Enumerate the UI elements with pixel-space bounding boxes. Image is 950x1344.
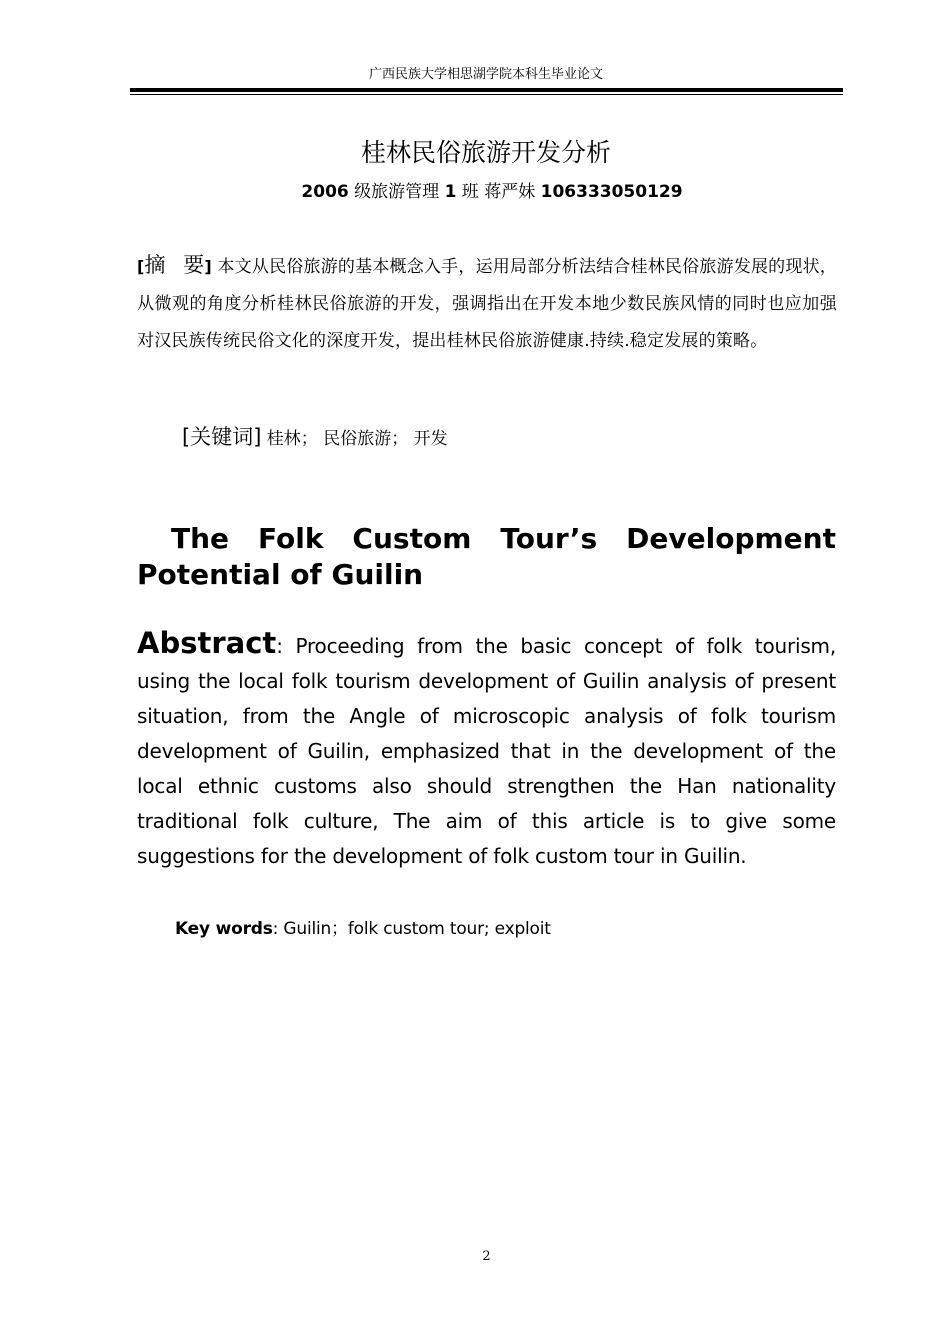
chinese-title: 桂林民俗旅游开发分析 bbox=[360, 138, 611, 167]
chinese-abstract bbox=[137, 247, 837, 360]
author-byline bbox=[130, 180, 842, 204]
english-title-line1: The Folk Custom Tour’s Development bbox=[171, 522, 836, 555]
abstract-cn-text: 本文从民俗旅游的基本概念入手，运用局部分析法结合桂林民俗旅游发展的现状，从微观的角度分析桂林民俗旅游的开发，强调指出在开发本地少数民族风情的同时也应加强对汉民族传统民俗文化的深度开发，提出桂林民俗旅游健康.持续.稳定发展的策略。 bbox=[137, 257, 838, 351]
byline-year: 2006 bbox=[301, 182, 349, 202]
byline-student-id: 106333050129 bbox=[540, 182, 683, 202]
keywords-cn-text: 桂林； 民俗旅游； 开发 bbox=[261, 429, 448, 449]
english-title-line2: Potential of Guilin bbox=[137, 558, 424, 591]
english-keywords bbox=[175, 916, 551, 942]
header-rule-thin bbox=[130, 94, 843, 95]
abstract-cn-label: [摘 要] bbox=[137, 253, 212, 277]
page-number: 2 bbox=[482, 1249, 491, 1264]
abstract-en-text: : Proceeding from the basic concept of folk tourism, using the local folk tourism development of Guilin analysis of present situation, from the Angle of microscopic analysis of folk tourism development of Guilin, emphasized that in the development of the local ethnic customs also should strengthen the Han nationality traditional folk culture, The aim of this article is to give some suggestions for the development of folk custom tour in Guilin. bbox=[137, 634, 836, 868]
keywords-en-label: Key words bbox=[175, 919, 273, 939]
running-header: 广西民族大学相思湖学院本科生毕业论文 bbox=[368, 67, 603, 82]
header-rule-thick bbox=[130, 88, 843, 92]
chinese-keywords bbox=[182, 420, 448, 456]
byline-class-number: 1 bbox=[444, 182, 457, 202]
keywords-en-text: : Guilin；folk custom tour; exploit bbox=[272, 919, 551, 939]
english-abstract bbox=[137, 626, 836, 874]
abstract-en-label: Abstract bbox=[137, 626, 277, 660]
english-title bbox=[137, 521, 836, 593]
keywords-cn-label: [关键词] bbox=[182, 425, 262, 449]
byline-class-prefix: 级旅游管理 bbox=[348, 182, 445, 202]
byline-name: 班 蒋严妹 bbox=[456, 182, 541, 202]
